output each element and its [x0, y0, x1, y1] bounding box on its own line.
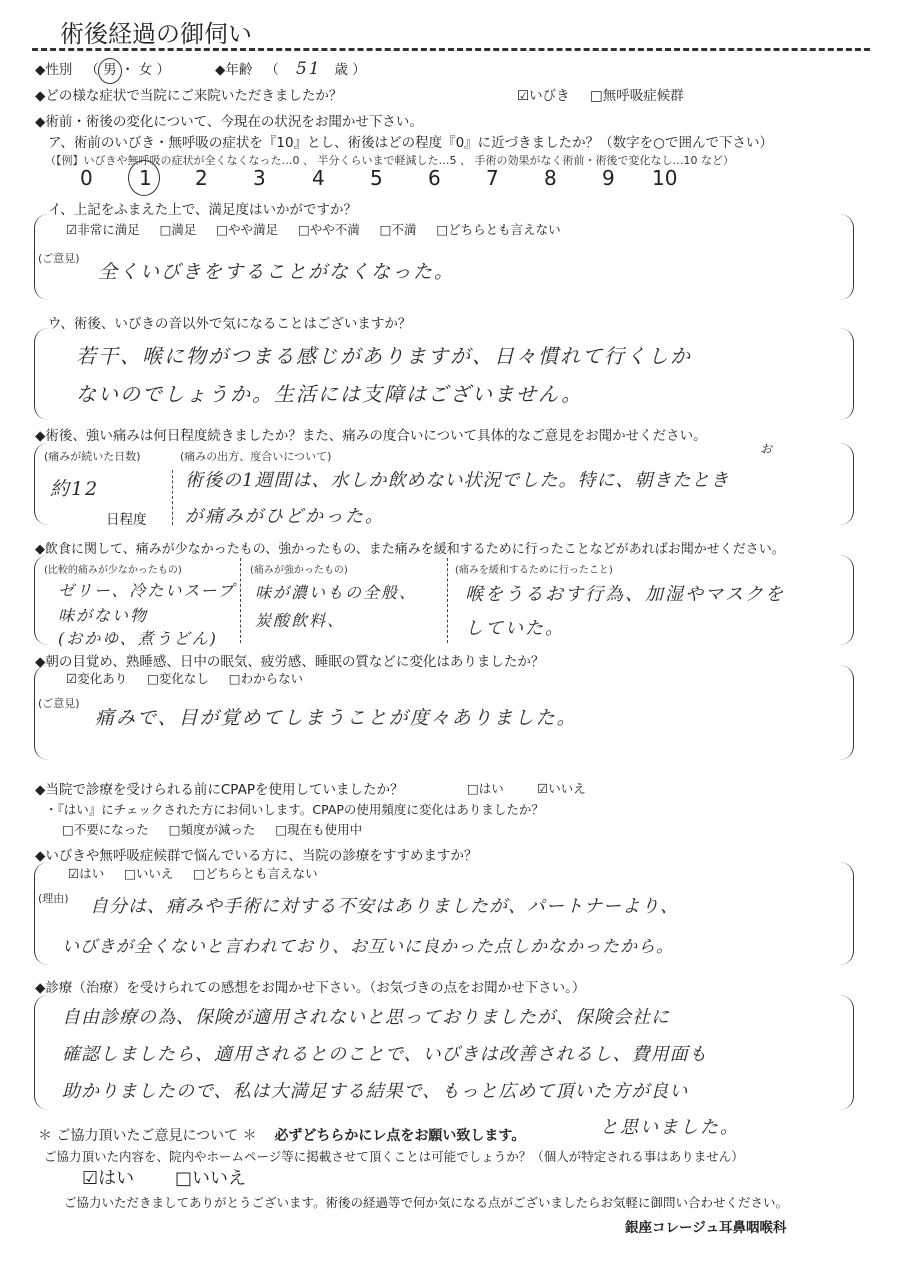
pain-degree-label: (痛みの出方、度合いについて) — [180, 450, 332, 463]
option-not-needed[interactable]: □不要になった — [62, 822, 149, 837]
scale-5[interactable]: 5 — [370, 166, 383, 190]
food-col2-label: (痛みが強かったもの) — [250, 565, 348, 576]
option-neither[interactable]: □どちらとも言えない — [193, 866, 318, 881]
food-col1-line-2[interactable]: 味がない物 — [58, 606, 149, 625]
paren: ） — [352, 62, 366, 78]
scale-4[interactable]: 4 — [312, 166, 325, 190]
change-example: （【例】いびきや無呼吸の症状が全くなくなった…0 、 半分くらいまで軽減した…5 、 手術の効果がなく術前・術後で変化なし…10 など） — [45, 154, 734, 167]
cpap-subquestion: ・『はい』にチェックされた方にお伺いします。CPAPの使用頻度に変化はありましたか？ — [45, 802, 544, 817]
scale-8[interactable]: 8 — [544, 166, 557, 190]
scale-10[interactable]: 10 — [652, 166, 678, 190]
option-unknown[interactable]: □わからない — [228, 671, 304, 686]
note-heading: ＊ ご協力頂いたご意見について ＊ — [38, 1128, 257, 1144]
cpap-sub-options — [62, 820, 362, 838]
pain-answer-line-2[interactable]: が痛みがひどかった。 — [185, 506, 385, 527]
consent-option-no[interactable]: □いいえ — [175, 1168, 247, 1189]
age-label: ◆年齢 — [215, 62, 253, 78]
pain-question: ◆術後、強い痛みは何日程度続きましたか？また、痛みの度合いについて具体的なご意見をお聞かせください。 — [35, 428, 707, 444]
column-divider — [240, 558, 241, 643]
morning-question: ◆朝の目覚め、熟睡感、日中の眠気、疲労感、睡眠の質などに変化はありましたか？ — [35, 654, 545, 670]
scale-0[interactable]: 0 — [80, 166, 93, 190]
option-dissatisfied[interactable]: □不満 — [379, 222, 417, 237]
cpap-option-yes[interactable]: □はい — [467, 781, 504, 796]
cpap-question: ◆当院で診療を受けられる前にCPAPを使用していましたか？ — [35, 782, 404, 798]
option-yes[interactable]: ☑はい — [68, 866, 105, 881]
satisfaction-answer[interactable]: 全くいびきをすることがなくなった。 — [98, 261, 456, 283]
clinic-name: 銀座コレージュ耳鼻咽喉科 — [625, 1220, 787, 1236]
other-concerns-question: ウ、術後、いびきの音以外で気になることはございますか？ — [48, 316, 412, 332]
selection-circle — [98, 58, 122, 84]
male-text: 男 — [103, 62, 117, 78]
scale-7[interactable]: 7 — [486, 166, 499, 190]
column-divider — [172, 470, 173, 525]
scale-9[interactable]: 9 — [602, 166, 615, 190]
food-col2-line-2[interactable]: 炭酸飲料、 — [255, 611, 346, 630]
food-col2-line-1[interactable]: 味が濃いもの全般、 — [255, 583, 418, 602]
consent-option-yes[interactable]: ☑はい — [82, 1168, 135, 1189]
footer-note — [38, 1125, 525, 1145]
other-answer-line-2[interactable]: ないのでしょうか。生活には支障はございません。 — [76, 382, 584, 406]
change-question: ◆術前・術後の変化について、今現在の状況をお聞かせ下さい。 — [35, 114, 423, 130]
option-somewhat-satisfied[interactable]: □やや満足 — [216, 222, 279, 237]
morning-answer[interactable]: 痛みで、目が覚めてしまうことが度々ありました。 — [95, 707, 578, 729]
paren: （ — [265, 62, 279, 78]
pain-days-value[interactable]: 約12 — [50, 478, 100, 500]
option-satisfied[interactable]: □満足 — [159, 222, 197, 237]
sep: ・ — [120, 62, 135, 78]
scale-3[interactable]: 3 — [253, 166, 266, 190]
column-divider — [447, 558, 448, 643]
food-col1-line-3[interactable]: (おかゆ、煮うどん) — [58, 629, 218, 648]
recommend-answer-line-1[interactable]: 自分は、痛みや手術に対する不安はありましたが、パートナーより、 — [90, 896, 679, 917]
option-no[interactable]: □いいえ — [124, 866, 174, 881]
recommend-answer-line-2[interactable]: いびきが全くないと言われており、お互いに良かった点しかなかったから。 — [62, 937, 674, 957]
impression-answer-line-2[interactable]: 確認しましたら、適用されるとのことで、いびきは改善されるし、費用面も — [62, 1044, 708, 1065]
food-col1-label: (比較的痛みが少なかったもの) — [44, 565, 182, 576]
satisfaction-options — [66, 220, 561, 238]
recommend-options — [68, 864, 318, 882]
gender-field — [35, 58, 170, 78]
food-question: ◆飲食に関して、痛みが少なかったもの、強かったもの、また痛みを緩和するために行ったことなどがあればお聞かせください。 — [35, 542, 785, 557]
ruby-annotation: お — [760, 442, 775, 456]
option-no-change[interactable]: □変化なし — [147, 671, 209, 686]
morning-options — [66, 669, 303, 687]
paren: （ — [85, 62, 99, 78]
thanks-message: ご協力いただきましてありがとうございます。術後の経過等で何か気になる点がございましたらお気軽に御問い合わせください。 — [64, 1195, 789, 1210]
food-col1-line-1[interactable]: ゼリー、冷たいスープ — [58, 581, 236, 600]
age-unit: 歳 — [334, 62, 348, 78]
pain-days-unit: 日程度 — [106, 512, 147, 528]
option-still-using[interactable]: □現在も使用中 — [275, 822, 363, 837]
pain-days-label: (痛みが続いた日数) — [44, 450, 141, 463]
scale-1[interactable]: 1 — [139, 166, 152, 190]
pain-answer-line-1[interactable]: 術後の1週間は、水しか飲めない状況でした。特に、朝きたとき — [185, 470, 730, 491]
reason-label: (理由) — [38, 892, 69, 905]
impression-question: ◆診療（治療）を受けられての感想をお聞かせ下さい。（お気づきの点をお聞かせ下さい。） — [35, 980, 586, 996]
food-col3-line-2[interactable]: していた。 — [465, 618, 565, 639]
impression-answer-line-1[interactable]: 自由診療の為、保険が適用されないと思っておりましたが、保険会社に — [62, 1007, 670, 1028]
paren: ） — [156, 62, 170, 78]
scale-6[interactable]: 6 — [428, 166, 441, 190]
consent-question: ご協力頂いた内容を、院内やホームページ等に掲載させて頂くことは可能でしょうか？（個人が特定される事はありません） — [44, 1149, 744, 1164]
age-value[interactable]: 51 — [295, 59, 322, 79]
other-answer-line-1[interactable]: 若干、喉に物がつまる感じがありますが、日々慣れて行くしか — [76, 344, 692, 368]
symptom-option-apnea[interactable]: □無呼吸症候群 — [590, 88, 684, 104]
food-col3-line-1[interactable]: 喉をうるおす行為、加湿やマスクを — [465, 584, 785, 605]
option-somewhat-dissatisfied[interactable]: □やや不満 — [297, 222, 360, 237]
recommend-question: ◆いびきや無呼吸症候群で悩んでいる方に、当院の診療をすすめますか？ — [35, 848, 478, 864]
option-very-satisfied[interactable]: ☑非常に満足 — [66, 222, 140, 237]
opinion-label: (ご意見) — [38, 697, 80, 710]
option-neither[interactable]: □どちらとも言えない — [436, 222, 561, 237]
option-less-frequent[interactable]: □頻度が減った — [168, 822, 256, 837]
cpap-option-no[interactable]: ☑いいえ — [537, 781, 586, 796]
gender-male-option[interactable] — [103, 62, 117, 78]
gender-label: ◆性別 — [35, 62, 73, 78]
title-divider — [32, 48, 870, 51]
option-changed[interactable]: ☑変化あり — [66, 671, 128, 686]
impression-answer-line-3[interactable]: 助かりましたので、私は大満足する結果で、もっと広めて頂いた方が良い — [62, 1081, 689, 1102]
selection-circle — [128, 160, 160, 196]
food-col3-label: (痛みを緩和するために行ったこと) — [455, 565, 613, 576]
satisfaction-question: イ、上記をふまえた上で、満足度はいかがですか？ — [48, 202, 358, 218]
gender-female-option[interactable]: 女 — [138, 62, 153, 78]
note-emphasis: 必ずどちらかにレ点をお願い致します。 — [274, 1128, 526, 1144]
scale-2[interactable]: 2 — [195, 166, 208, 190]
opinion-label: (ご意見) — [38, 252, 80, 265]
change-subquestion-a: ア、術前のいびき・無呼吸の症状を『10』とし、術後はどの程度『0』に近づきましたか？（数字を○で囲んで下さい） — [48, 135, 773, 151]
symptom-question: ◆どの様な症状で当院にご来院いただきましたか？ — [35, 88, 343, 104]
age-field — [215, 58, 366, 79]
symptom-option-snoring[interactable]: ☑いびき — [517, 88, 570, 104]
impression-answer-line-4[interactable]: と思いました。 — [600, 1117, 740, 1138]
page-title: 術後経過の御伺い — [60, 20, 252, 48]
